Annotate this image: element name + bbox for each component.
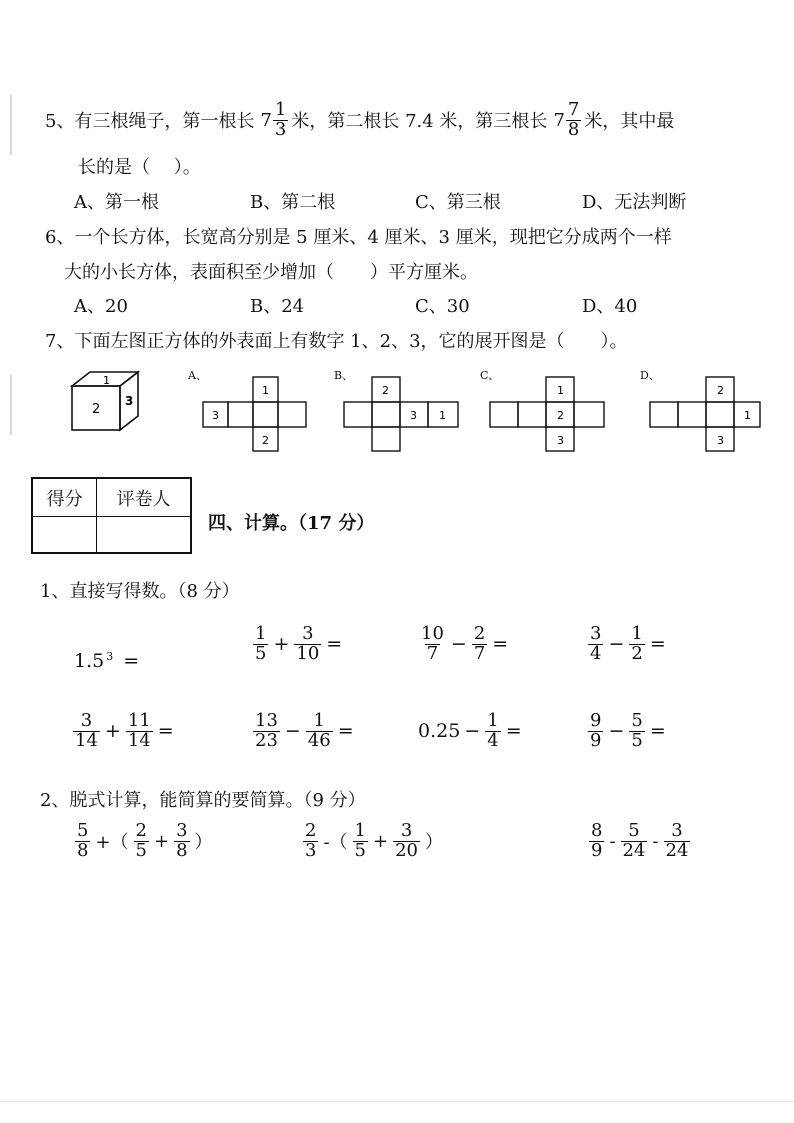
net-c-bottom-number: 3: [557, 434, 564, 447]
q5-length-3-den: 8: [567, 118, 580, 140]
page-bottom-edge: [0, 1101, 794, 1102]
scan-margin-mark: [10, 375, 12, 435]
expression-3-fraction-c: [664, 822, 691, 861]
problem-7-fraction-b: [485, 712, 500, 751]
q5-length-3-whole: 7: [553, 109, 565, 131]
net-c-cell: [574, 402, 604, 427]
problem-4-a-num: 3: [590, 623, 602, 644]
expression-1: [74, 822, 215, 861]
expression-3-fraction-a: [589, 822, 604, 861]
problem-6-a-den: 23: [255, 729, 278, 751]
problem-8-a-num: 9: [590, 710, 602, 731]
problem-1: [74, 650, 141, 672]
problem-3-operator: −: [450, 633, 467, 656]
net-c-cell: [518, 402, 546, 427]
problem-4-operator: −: [608, 633, 625, 656]
expression-2-close: ）: [425, 832, 443, 854]
cube-right-number: 3: [125, 394, 134, 408]
problem-2: [252, 625, 344, 664]
problem-3-a-num: 10: [421, 623, 444, 644]
problem-8-a-den: 9: [590, 729, 602, 751]
problem-8: [587, 712, 668, 751]
expression-2-a-den: 3: [305, 839, 317, 861]
question-5-line1: [45, 101, 674, 140]
problem-6-operator: −: [284, 720, 301, 743]
expression-1-operator-1: +（: [95, 832, 129, 854]
expression-3-b-num: 5: [628, 820, 640, 841]
expression-3-a-den: 9: [591, 839, 603, 861]
cube-figure: [70, 370, 146, 432]
expression-1-b-num: 2: [135, 820, 147, 841]
net-b-mid-number: 3: [410, 409, 417, 422]
expression-1-a-den: 8: [77, 839, 89, 861]
net-c-cell: [490, 402, 518, 427]
problem-3-equals: =: [492, 633, 509, 656]
q5-option-d: D、无法判断: [582, 192, 687, 213]
problem-4-a-den: 4: [590, 642, 602, 664]
expression-2: [302, 822, 445, 861]
expression-1-c-num: 3: [176, 820, 188, 841]
net-b-cell: [372, 427, 400, 451]
expression-1-fraction-c: [174, 822, 189, 861]
q6-option-c: C、30: [415, 296, 470, 317]
expression-2-operator-2: +: [373, 830, 389, 852]
q5-line2: 长的是（ ）。: [78, 157, 201, 178]
problem-4-b-den: 2: [631, 642, 643, 664]
problem-2-a-num: 1: [255, 623, 267, 644]
expression-3-b-den: 24: [622, 839, 646, 861]
problem-2-b-den: 10: [296, 642, 320, 664]
problem-6: [252, 712, 356, 751]
problem-1-exponent: 3: [106, 649, 114, 663]
problem-6-equals: =: [337, 720, 354, 743]
expression-1-c-den: 8: [176, 839, 188, 861]
net-d-top-number: 2: [717, 384, 724, 397]
part-1-title: 1、直接写得数。（8 分）: [40, 581, 240, 602]
expression-1-close: ）: [194, 832, 213, 854]
problem-5-b-num: 11: [127, 710, 151, 731]
problem-5-b-den: 14: [127, 729, 151, 751]
net-d-cell: [706, 402, 734, 427]
q6-line1: 6、一个长方体，长宽高分别是 5 厘米、4 厘米、3 厘米，现把它分成两个一样: [45, 227, 672, 248]
problem-4-fraction-b: [629, 625, 644, 664]
net-d-cell: [650, 402, 678, 427]
expression-2-fraction-c: [393, 822, 420, 861]
problem-2-fraction-a: [253, 625, 268, 664]
q5-length-3: [553, 101, 582, 140]
problem-3-fraction-b: [472, 625, 487, 664]
problem-6-fraction-b: [306, 712, 333, 751]
expression-2-operator-1: -（: [323, 832, 348, 854]
problem-2-fraction-b: [294, 625, 321, 664]
problem-7-b-den: 4: [487, 729, 499, 751]
net-b-cell: [372, 402, 400, 427]
problem-5: [72, 712, 176, 751]
net-d-bottom-number: 3: [717, 434, 724, 447]
problem-4-equals: =: [649, 633, 666, 656]
problem-6-b-num: 1: [313, 710, 325, 731]
q5-length-1-whole: 7: [260, 109, 272, 131]
problem-5-operator: +: [104, 720, 121, 743]
expression-2-c-den: 20: [395, 839, 418, 861]
part-2-title: 2、脱式计算，能简算的要简算。（9 分）: [40, 790, 366, 811]
expression-3-operator-1: -: [609, 830, 616, 852]
expression-2-a-num: 2: [305, 820, 317, 841]
q6-option-b: B、24: [250, 296, 305, 317]
grader-cell[interactable]: [97, 517, 191, 553]
problem-7-decimal: 0.25: [418, 720, 461, 743]
net-a-cell: [228, 402, 253, 427]
problem-1-equals: =: [123, 650, 140, 672]
q6-option-d: D、40: [582, 296, 638, 317]
problem-7-b-num: 1: [487, 710, 499, 731]
problem-2-equals: =: [326, 633, 343, 656]
expression-3-c-den: 24: [665, 839, 689, 861]
net-a-label: A、: [188, 369, 207, 382]
problem-7-equals: =: [505, 720, 522, 743]
expression-2-fraction-b: [353, 822, 368, 861]
expression-1-b-den: 5: [135, 839, 147, 861]
q5-length-3-num: 7: [567, 99, 580, 120]
problem-1-base: 1.5: [74, 650, 105, 672]
problem-3-a-den: 7: [426, 642, 439, 664]
problem-5-fraction-b: [126, 712, 153, 751]
q5-length-1-num: 1: [274, 99, 287, 120]
net-d: [648, 376, 764, 452]
score-cell[interactable]: [33, 517, 97, 553]
net-d-cell: [678, 402, 706, 427]
q5-length-1-den: 3: [274, 118, 287, 140]
expression-3-c-num: 3: [671, 820, 683, 841]
problem-6-fraction-a: [253, 712, 280, 751]
problem-3: [418, 625, 510, 664]
net-a-cell: [278, 402, 306, 427]
q6-option-a: A、20: [74, 296, 128, 317]
expression-3: [588, 822, 691, 861]
q5-option-a: A、第一根: [74, 192, 159, 213]
expression-3-a-num: 8: [591, 820, 603, 841]
q5-option-c: C、第三根: [415, 192, 501, 213]
problem-4-b-num: 1: [631, 623, 643, 644]
expression-1-fraction-a: [75, 822, 90, 861]
problem-2-operator: +: [273, 633, 290, 656]
section-4-title: 四、计算。（17 分）: [208, 513, 375, 534]
problem-4: [587, 625, 668, 664]
problem-8-b-num: 5: [631, 710, 643, 731]
net-c: [488, 376, 608, 452]
problem-5-a-num: 3: [80, 710, 93, 731]
expression-2-c-num: 3: [400, 820, 413, 841]
q5-length-1-fraction: [273, 101, 288, 140]
net-d-label: D、: [640, 369, 660, 382]
problem-4-fraction-a: [588, 625, 603, 664]
problem-8-equals: =: [649, 720, 666, 743]
expression-2-b-den: 5: [354, 839, 366, 861]
grader-header: 评卷人: [97, 479, 191, 517]
problem-6-b-den: 46: [307, 729, 331, 751]
q5-length-1: [260, 101, 289, 140]
problem-8-b-den: 5: [631, 729, 643, 751]
q5-number: 5、: [45, 111, 75, 133]
problem-3-b-den: 7: [473, 642, 486, 664]
expression-1-operator-2: +: [154, 830, 170, 852]
q7-line: 7、下面左图正方体的外表面上有数字 1、2、3，它的展开图是（ ）。: [45, 331, 628, 352]
problem-7-operator: −: [464, 720, 481, 743]
problem-3-b-num: 2: [473, 623, 486, 644]
scan-margin-mark: [10, 95, 12, 155]
net-a-bottom-number: 2: [262, 434, 269, 447]
problem-6-a-num: 13: [255, 710, 278, 731]
problem-5-a-den: 14: [75, 729, 98, 751]
q5-option-b: B、第二根: [250, 192, 336, 213]
net-a-left-number: 3: [212, 409, 219, 422]
q5-text-2: 米，第二根长 7.4 米，第三根长: [291, 111, 548, 133]
net-c-top-number: 1: [557, 384, 564, 397]
problem-8-operator: −: [608, 720, 625, 743]
q5-text-3: 米，其中最: [584, 111, 675, 133]
net-b-top-number: 2: [382, 384, 389, 397]
cube-top-number: 1: [103, 374, 110, 387]
net-b: [342, 376, 462, 452]
net-b-label: B、: [334, 369, 354, 382]
net-a-top-number: 1: [262, 384, 269, 397]
expression-2-fraction-a: [303, 822, 318, 861]
problem-5-equals: =: [157, 720, 174, 743]
problem-5-fraction-a: [73, 712, 100, 751]
expression-1-a-num: 5: [77, 820, 89, 841]
net-c-label: C、: [480, 369, 500, 382]
cube-front-number: 2: [92, 402, 101, 417]
problem-2-a-den: 5: [255, 642, 267, 664]
net-a-cell: [253, 402, 278, 427]
net-a: [195, 376, 309, 452]
score-table: [31, 477, 192, 554]
problem-8-fraction-a: [588, 712, 603, 751]
score-header: 得分: [33, 479, 97, 517]
net-b-right-number: 1: [439, 409, 446, 422]
net-c-mid-number: 2: [557, 409, 564, 422]
expression-1-fraction-b: [134, 822, 149, 861]
net-b-cell: [344, 402, 372, 427]
problem-2-b-num: 3: [302, 623, 314, 644]
q5-length-3-fraction: [566, 101, 581, 140]
problem-7: [418, 712, 524, 751]
expression-2-b-num: 1: [354, 820, 366, 841]
problem-8-fraction-b: [629, 712, 644, 751]
net-d-right-number: 1: [744, 409, 751, 422]
problem-3-fraction-a: [419, 625, 446, 664]
q6-line2: 大的小长方体，表面积至少增加（ ）平方厘米。: [64, 262, 478, 283]
expression-3-operator-2: -: [652, 830, 659, 852]
expression-3-fraction-b: [621, 822, 648, 861]
q5-text-1: 有三根绳子，第一根长: [74, 111, 255, 133]
